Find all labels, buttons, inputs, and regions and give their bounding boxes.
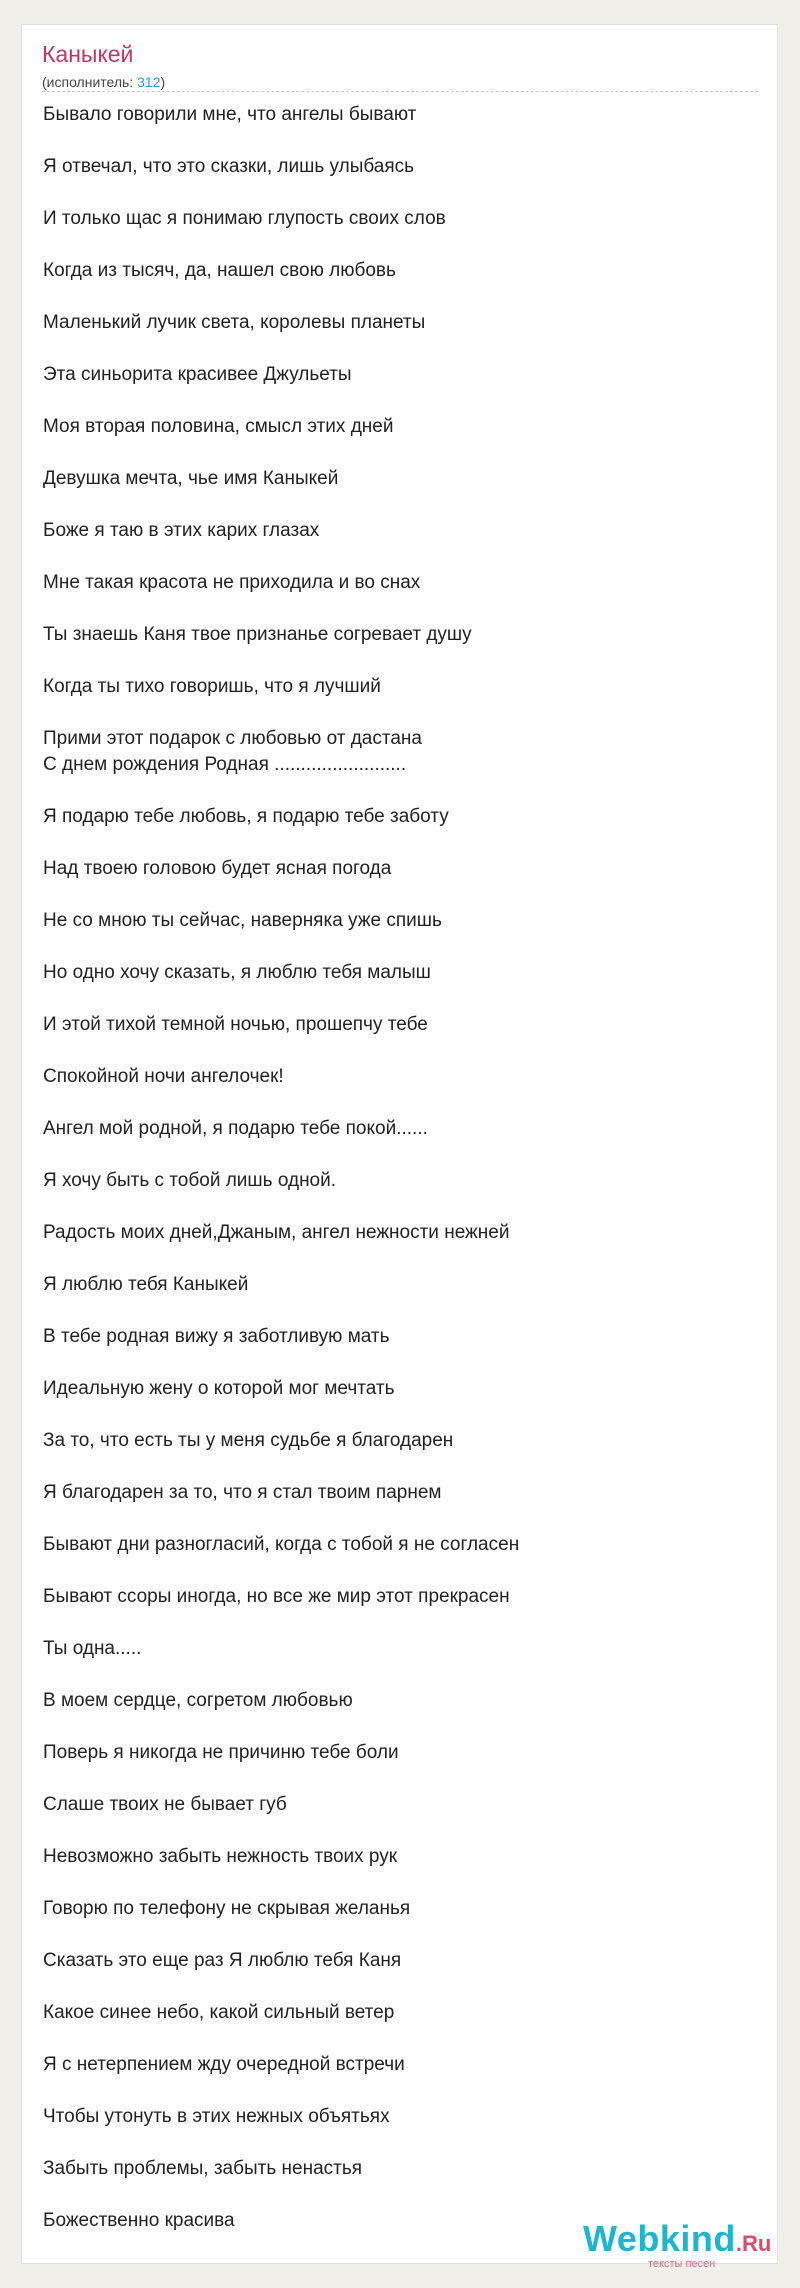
lyric-line: Ангел мой родной, я подарю тебе покой...... (43, 1118, 428, 1139)
lyric-line: Радость моих дней,Джаным, ангел нежности нежней (43, 1222, 510, 1243)
lyric-line: Божественно красива (43, 2210, 235, 2231)
lyric-line: Девушка мечта, чье имя Каныкей (43, 468, 339, 489)
lyric-line: Говорю по телефону не скрывая желанья (43, 1898, 411, 1919)
lyric-line: Слаше твоих не бывает губ (43, 1794, 287, 1815)
artist-count-link[interactable]: 312 (137, 74, 161, 90)
lyric-line: Я с нетерпением жду очередной встречи (43, 2054, 405, 2075)
lyric-line: Невозможно забыть нежность твоих рук (43, 1846, 398, 1867)
lyric-line: Поверь я никогда не причиню тебе боли (43, 1742, 399, 1763)
lyric-line: Боже я таю в этих карих глазах (43, 520, 320, 541)
lyric-line: И этой тихой темной ночью, прошепчу тебе (43, 1014, 428, 1035)
lyric-line: Моя вторая половина, смысл этих дней (43, 416, 394, 437)
lyric-line: Эта синьорита красивее Джульеты (43, 364, 352, 385)
lyric-line: Я хочу быть с тобой лишь одной. (43, 1170, 337, 1191)
lyric-line: Но одно хочу сказать, я люблю тебя малыш (43, 962, 431, 983)
logo-tagline: тексты песен (648, 2258, 716, 2270)
site-logo[interactable] (583, 2218, 773, 2268)
lyric-line: Когда из тысяч, да, нашел свою любовь (43, 260, 396, 281)
lyric-line: И только щас я понимаю глупость своих слов (43, 208, 446, 229)
lyric-line: Ты знаешь Каня твое признанье согревает душу (43, 624, 472, 645)
lyric-line: Бывают дни разногласий, когда с тобой я не согласен (43, 1534, 520, 1555)
lyric-line: Чтобы утонуть в этих нежных объятьях (43, 2106, 390, 2127)
lyric-line: Над твоею головою будет ясная погода (43, 858, 392, 879)
lyric-line: Бывало говорили мне, что ангелы бывают (43, 104, 417, 125)
lyric-line: Когда ты тихо говоришь, что я лучший (43, 676, 381, 697)
lyric-line: Идеальную жену о которой мог мечтать (43, 1378, 395, 1399)
lyric-line: Маленький лучик света, королевы планеты (43, 312, 426, 333)
lyric-line: Забыть проблемы, забыть ненастья (43, 2158, 363, 2179)
lyric-line: Мне такая красота не приходила и во снах (43, 572, 421, 593)
lyric-line: Какое синее небо, какой сильный ветер (43, 2002, 395, 2023)
logo-wordmark: Webkind (583, 2218, 736, 2259)
lyric-line: Я благодарен за то, что я стал твоим парнем (43, 1482, 442, 1503)
lyrics-body (43, 102, 753, 2260)
lyric-line: За то, что есть ты у меня судьбе я благодарен (43, 1430, 454, 1451)
lyric-line: Я отвечал, что это сказки, лишь улыбаясь (43, 156, 415, 177)
lyric-line: В моем сердце, согретом любовью (43, 1690, 353, 1711)
song-title: Каныкей (42, 41, 134, 67)
lyric-line: Спокойной ночи ангелочек! (43, 1066, 284, 1087)
artist-suffix: ) (160, 74, 166, 90)
lyric-line: Я люблю тебя Каныкей (43, 1274, 249, 1295)
artist-prefix: (исполнитель: (42, 74, 138, 90)
artist-line (42, 74, 165, 90)
lyric-line: Не со мною ты сейчас, наверняка уже спишь (43, 910, 442, 931)
lyric-line: Я подарю тебе любовь, я подарю тебе заботу (43, 806, 449, 827)
lyric-line: В тебе родная вижу я заботливую мать (43, 1326, 390, 1347)
lyric-line: Сказать это еще раз Я люблю тебя Каня (43, 1950, 402, 1971)
logo-tld: .Ru (735, 2231, 772, 2256)
title-divider (42, 91, 758, 92)
lyric-line: Бывают ссоры иногда, но все же мир этот прекрасен (43, 1586, 510, 1607)
lyric-line: Ты одна..... (43, 1638, 142, 1659)
lyric-line: Прими этот подарок с любовью от дастана С днем рождения Родная ......................... (43, 728, 422, 775)
